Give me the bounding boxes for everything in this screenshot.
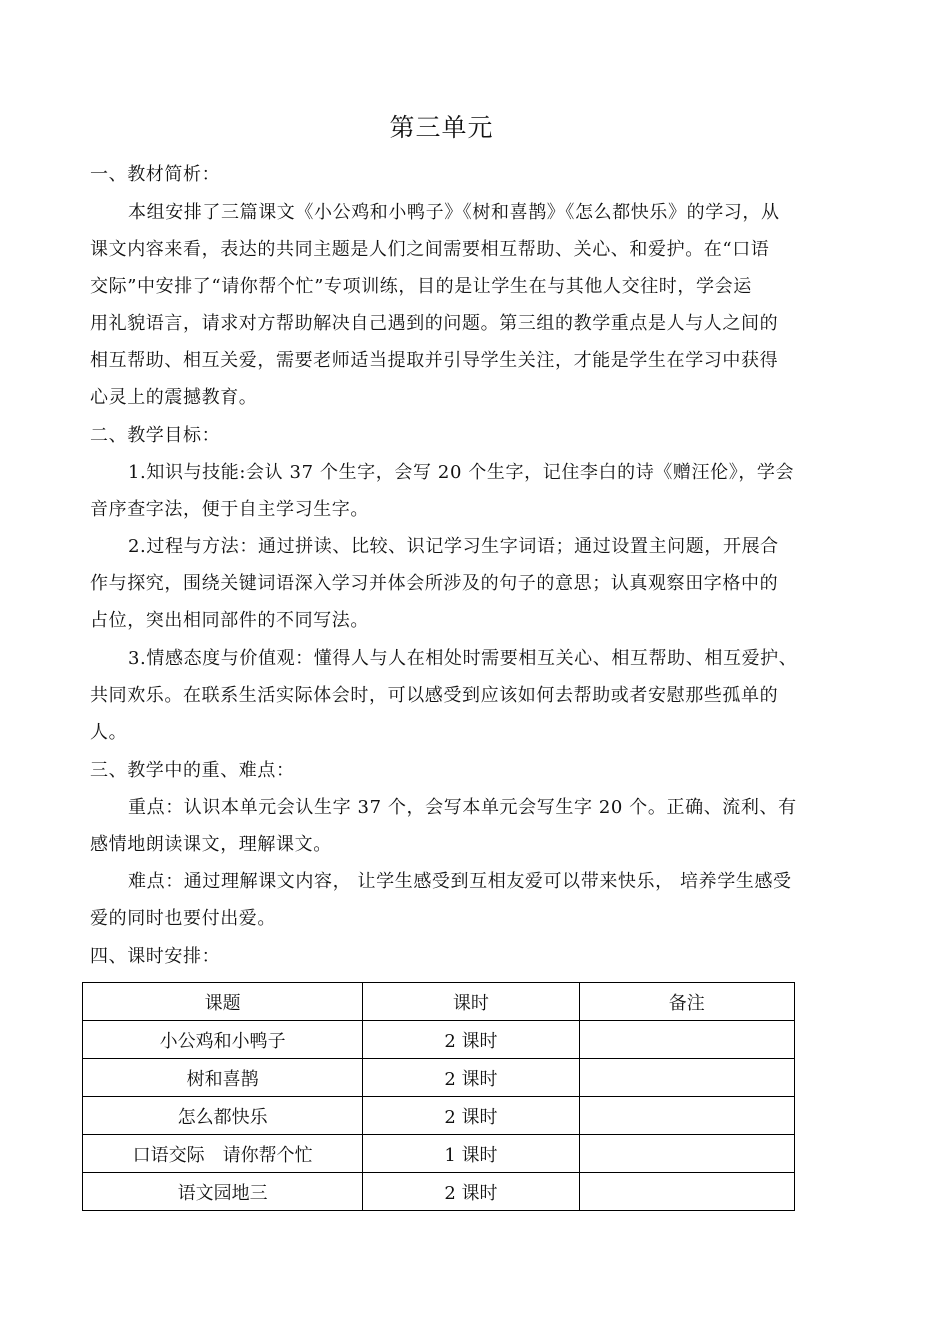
- section-heading: 三、教学中的重、难点：: [90, 760, 295, 781]
- table-row: [83, 1135, 795, 1173]
- paragraph-line: 2.过程与方法：通过拼读、比较、识记学习生字词语；通过设置主问题，开展合: [128, 536, 779, 557]
- table-row: [83, 1059, 795, 1097]
- paragraph-line: 3.情感态度与价值观：懂得人与人在相处时需要相互关心、相互帮助、相互爱护、: [128, 648, 798, 669]
- table-cell: 树和喜鹊: [83, 1059, 363, 1097]
- table-row: [83, 1097, 795, 1135]
- table-cell: 小公鸡和小鸭子: [83, 1021, 363, 1059]
- paragraph-line: 用礼貌语言，请求对方帮助解决自己遇到的问题。第三组的教学重点是人与人之间的: [90, 313, 779, 334]
- paragraph-line: 爱的同时也要付出爱。: [90, 908, 276, 929]
- paragraph-line: 课文内容来看，表达的共同主题是人们之间需要相互帮助、关心、和爱护。在“口语: [90, 239, 770, 260]
- table-header-row: [83, 983, 795, 1021]
- table-cell: 语文园地三: [83, 1173, 363, 1211]
- table-cell: [579, 1135, 794, 1173]
- paragraph-line: 占位，突出相同部件的不同写法。: [90, 610, 369, 631]
- table-cell: 怎么都快乐: [83, 1097, 363, 1135]
- table-row: [83, 1021, 795, 1059]
- schedule-table: [82, 982, 795, 1211]
- paragraph-line: 人。: [90, 722, 128, 743]
- paragraph-line: 重点：认识本单元会认生字 37 个，会写本单元会写生字 20 个。正确、流利、有: [128, 797, 797, 818]
- paragraph-line: 1.知识与技能:会认 37 个生字，会写 20 个生字，记住李白的诗《赠汪伦》，学会: [128, 462, 795, 483]
- paragraph-line: 共同欢乐。在联系生活实际体会时，可以感受到应该如何去帮助或者安慰那些孤单的: [90, 685, 779, 706]
- table-cell: [579, 1059, 794, 1097]
- paragraph-line: 本组安排了三篇课文《小公鸡和小鸭子》《树和喜鹊》《怎么都快乐》的学习，从: [128, 202, 780, 223]
- paragraph-line: 感情地朗读课文，理解课文。: [90, 834, 332, 855]
- paragraph-line: 心灵上的震撼教育。: [90, 387, 258, 408]
- section-heading: 四、课时安排：: [90, 946, 221, 967]
- paragraph-line: 相互帮助、相互关爱，需要老师适当提取并引导学生关注，才能是学生在学习中获得: [90, 350, 779, 371]
- column-header: 课题: [83, 983, 363, 1021]
- paragraph-line: 作与探究，围绕关键词语深入学习并体会所涉及的句子的意思；认真观察田字格中的: [90, 573, 779, 594]
- table-cell: 2 课时: [363, 1059, 579, 1097]
- table-cell: 2 课时: [363, 1097, 579, 1135]
- table-cell: [579, 1097, 794, 1135]
- section-heading: 二、教学目标：: [90, 425, 221, 446]
- table-cell: 2 课时: [363, 1173, 579, 1211]
- table-cell: [579, 1021, 794, 1059]
- table-cell: [579, 1173, 794, 1211]
- page-title: 第三单元: [389, 113, 494, 142]
- paragraph-line: 难点：通过理解课文内容， 让学生感受到互相友爱可以带来快乐， 培养学生感受: [128, 871, 792, 892]
- table-cell: 1 课时: [363, 1135, 579, 1173]
- column-header: 课时: [363, 983, 579, 1021]
- paragraph-line: 音序查字法，便于自主学习生字。: [90, 499, 369, 520]
- table-row: [83, 1173, 795, 1211]
- table-cell: 口语交际 请你帮个忙: [83, 1135, 363, 1173]
- column-header: 备注: [579, 983, 794, 1021]
- paragraph-line: 交际”中安排了“请你帮个忙”专项训练，目的是让学生在与其他人交往时，学会运: [90, 276, 752, 297]
- section-heading: 一、教材简析：: [90, 164, 221, 185]
- table-cell: 2 课时: [363, 1021, 579, 1059]
